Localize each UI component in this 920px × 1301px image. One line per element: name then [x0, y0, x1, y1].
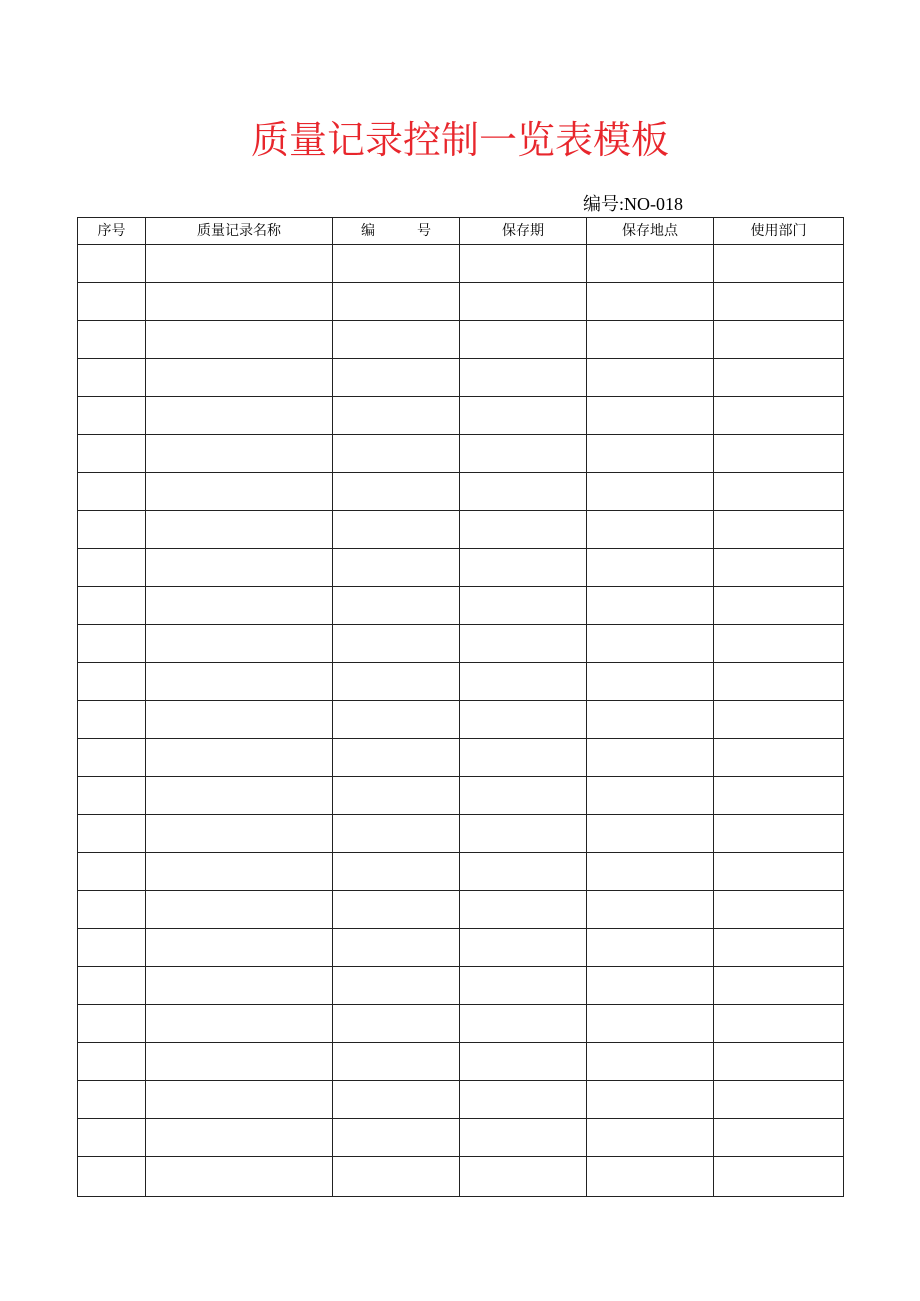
- record-name-cell[interactable]: [146, 283, 333, 321]
- department-cell[interactable]: [714, 359, 844, 397]
- col-header-department: 使用部门: [714, 218, 844, 245]
- department-cell[interactable]: [714, 815, 844, 853]
- record-name-cell[interactable]: [146, 1043, 333, 1081]
- code-cell[interactable]: [333, 1119, 460, 1157]
- serial-cell[interactable]: [78, 663, 146, 701]
- storage-location-cell[interactable]: [587, 1005, 714, 1043]
- record-name-cell[interactable]: [146, 663, 333, 701]
- storage-location-cell[interactable]: [587, 701, 714, 739]
- storage-location-cell[interactable]: [587, 549, 714, 587]
- document-title: 质量记录控制一览表模板: [250, 118, 669, 162]
- storage-location-cell[interactable]: [587, 815, 714, 853]
- serial-cell[interactable]: [78, 1119, 146, 1157]
- storage-location-cell[interactable]: [587, 321, 714, 359]
- code-cell[interactable]: [333, 853, 460, 891]
- retention-period-cell[interactable]: [460, 397, 587, 435]
- storage-location-cell[interactable]: [587, 473, 714, 511]
- serial-cell[interactable]: [78, 549, 146, 587]
- code-cell[interactable]: [333, 891, 460, 929]
- retention-period-cell[interactable]: [460, 777, 587, 815]
- storage-location-cell[interactable]: [587, 1081, 714, 1119]
- record-name-cell[interactable]: [146, 321, 333, 359]
- table-row: [78, 321, 844, 359]
- department-cell[interactable]: [714, 625, 844, 663]
- retention-period-cell[interactable]: [460, 891, 587, 929]
- department-cell[interactable]: [714, 245, 844, 283]
- retention-period-cell[interactable]: [460, 663, 587, 701]
- serial-cell[interactable]: [78, 321, 146, 359]
- serial-cell[interactable]: [78, 967, 146, 1005]
- record-name-cell[interactable]: [146, 739, 333, 777]
- department-cell[interactable]: [714, 701, 844, 739]
- serial-cell[interactable]: [78, 777, 146, 815]
- table-body: [78, 245, 844, 1197]
- table-row: [78, 815, 844, 853]
- col-header-code: 编 号: [333, 218, 460, 245]
- table-row: [78, 397, 844, 435]
- code-cell[interactable]: [333, 625, 460, 663]
- code-cell[interactable]: [333, 359, 460, 397]
- department-cell[interactable]: [714, 283, 844, 321]
- storage-location-cell[interactable]: [587, 359, 714, 397]
- code-cell[interactable]: [333, 511, 460, 549]
- table-row: [78, 511, 844, 549]
- storage-location-cell[interactable]: [587, 1119, 714, 1157]
- record-name-cell[interactable]: [146, 359, 333, 397]
- code-cell[interactable]: [333, 929, 460, 967]
- storage-location-cell[interactable]: [587, 435, 714, 473]
- serial-cell[interactable]: [78, 739, 146, 777]
- retention-period-cell[interactable]: [460, 701, 587, 739]
- table-row: [78, 1043, 844, 1081]
- table-row: [78, 777, 844, 815]
- department-cell[interactable]: [714, 853, 844, 891]
- code-cell[interactable]: [333, 1005, 460, 1043]
- storage-location-cell[interactable]: [587, 853, 714, 891]
- serial-cell[interactable]: [78, 815, 146, 853]
- serial-cell[interactable]: [78, 511, 146, 549]
- code-cell[interactable]: [333, 1081, 460, 1119]
- table-row: [78, 1005, 844, 1043]
- retention-period-cell[interactable]: [460, 511, 587, 549]
- table-row: [78, 1157, 844, 1197]
- serial-cell[interactable]: [78, 1043, 146, 1081]
- department-cell[interactable]: [714, 967, 844, 1005]
- retention-period-cell[interactable]: [460, 1043, 587, 1081]
- storage-location-cell[interactable]: [587, 739, 714, 777]
- storage-location-cell[interactable]: [587, 929, 714, 967]
- department-cell[interactable]: [714, 397, 844, 435]
- table-row: [78, 891, 844, 929]
- storage-location-cell[interactable]: [587, 587, 714, 625]
- retention-period-cell[interactable]: [460, 245, 587, 283]
- record-name-cell[interactable]: [146, 701, 333, 739]
- serial-cell[interactable]: [78, 1157, 146, 1197]
- code-cell[interactable]: [333, 815, 460, 853]
- serial-cell[interactable]: [78, 587, 146, 625]
- department-cell[interactable]: [714, 1005, 844, 1043]
- retention-period-cell[interactable]: [460, 435, 587, 473]
- table-row: [78, 853, 844, 891]
- serial-cell[interactable]: [78, 853, 146, 891]
- retention-period-cell[interactable]: [460, 473, 587, 511]
- department-cell[interactable]: [714, 891, 844, 929]
- department-cell[interactable]: [714, 777, 844, 815]
- serial-cell[interactable]: [78, 701, 146, 739]
- retention-period-cell[interactable]: [460, 587, 587, 625]
- code-cell[interactable]: [333, 587, 460, 625]
- retention-period-cell[interactable]: [460, 1005, 587, 1043]
- storage-location-cell[interactable]: [587, 245, 714, 283]
- col-header-retention-period: 保存期: [460, 218, 587, 245]
- storage-location-cell[interactable]: [587, 625, 714, 663]
- code-cell[interactable]: [333, 473, 460, 511]
- code-cell[interactable]: [333, 245, 460, 283]
- serial-cell[interactable]: [78, 929, 146, 967]
- department-cell[interactable]: [714, 739, 844, 777]
- code-cell[interactable]: [333, 1043, 460, 1081]
- department-cell[interactable]: [714, 1081, 844, 1119]
- table-row: [78, 701, 844, 739]
- department-cell[interactable]: [714, 587, 844, 625]
- record-name-cell[interactable]: [146, 1005, 333, 1043]
- storage-location-cell[interactable]: [587, 1043, 714, 1081]
- table-row: [78, 967, 844, 1005]
- storage-location-cell[interactable]: [587, 663, 714, 701]
- record-name-cell[interactable]: [146, 777, 333, 815]
- serial-cell[interactable]: [78, 625, 146, 663]
- record-name-cell[interactable]: [146, 625, 333, 663]
- record-name-cell[interactable]: [146, 245, 333, 283]
- code-cell[interactable]: [333, 321, 460, 359]
- col-header-serial: 序号: [78, 218, 146, 245]
- serial-cell[interactable]: [78, 891, 146, 929]
- document-number: 编号:NO-018: [583, 194, 683, 214]
- retention-period-cell[interactable]: [460, 853, 587, 891]
- table-row: [78, 663, 844, 701]
- table-row: [78, 1081, 844, 1119]
- code-cell[interactable]: [333, 967, 460, 1005]
- record-name-cell[interactable]: [146, 511, 333, 549]
- code-cell[interactable]: [333, 663, 460, 701]
- quality-record-table: [77, 217, 844, 1197]
- department-cell[interactable]: [714, 1157, 844, 1197]
- storage-location-cell[interactable]: [587, 397, 714, 435]
- table-row: [78, 245, 844, 283]
- table-row: [78, 739, 844, 777]
- serial-cell[interactable]: [78, 359, 146, 397]
- serial-cell[interactable]: [78, 397, 146, 435]
- code-cell[interactable]: [333, 549, 460, 587]
- retention-period-cell[interactable]: [460, 967, 587, 1005]
- department-cell[interactable]: [714, 1119, 844, 1157]
- code-cell[interactable]: [333, 701, 460, 739]
- record-name-cell[interactable]: [146, 1119, 333, 1157]
- record-name-cell[interactable]: [146, 587, 333, 625]
- table-row: [78, 549, 844, 587]
- col-header-storage-location: 保存地点: [587, 218, 714, 245]
- record-name-cell[interactable]: [146, 435, 333, 473]
- department-cell[interactable]: [714, 929, 844, 967]
- record-name-cell[interactable]: [146, 1081, 333, 1119]
- record-name-cell[interactable]: [146, 1157, 333, 1197]
- code-cell[interactable]: [333, 777, 460, 815]
- table-row: [78, 1119, 844, 1157]
- retention-period-cell[interactable]: [460, 321, 587, 359]
- department-cell[interactable]: [714, 549, 844, 587]
- retention-period-cell[interactable]: [460, 359, 587, 397]
- storage-location-cell[interactable]: [587, 283, 714, 321]
- retention-period-cell[interactable]: [460, 815, 587, 853]
- retention-period-cell[interactable]: [460, 283, 587, 321]
- retention-period-cell[interactable]: [460, 1081, 587, 1119]
- table-row: [78, 625, 844, 663]
- record-name-cell[interactable]: [146, 967, 333, 1005]
- serial-cell[interactable]: [78, 473, 146, 511]
- table-row: [78, 929, 844, 967]
- storage-location-cell[interactable]: [587, 511, 714, 549]
- department-cell[interactable]: [714, 435, 844, 473]
- record-name-cell[interactable]: [146, 853, 333, 891]
- table-row: [78, 587, 844, 625]
- serial-cell[interactable]: [78, 283, 146, 321]
- department-cell[interactable]: [714, 473, 844, 511]
- col-header-record-name: 质量记录名称: [146, 218, 333, 245]
- table-row: [78, 359, 844, 397]
- code-cell[interactable]: [333, 397, 460, 435]
- table-row: [78, 435, 844, 473]
- storage-location-cell[interactable]: [587, 891, 714, 929]
- table-row: [78, 283, 844, 321]
- retention-period-cell[interactable]: [460, 1119, 587, 1157]
- retention-period-cell[interactable]: [460, 1157, 587, 1197]
- record-name-cell[interactable]: [146, 473, 333, 511]
- serial-cell[interactable]: [78, 245, 146, 283]
- code-cell[interactable]: [333, 283, 460, 321]
- serial-cell[interactable]: [78, 1081, 146, 1119]
- department-cell[interactable]: [714, 663, 844, 701]
- code-cell[interactable]: [333, 435, 460, 473]
- table-header-row: [78, 218, 844, 245]
- retention-period-cell[interactable]: [460, 929, 587, 967]
- serial-cell[interactable]: [78, 435, 146, 473]
- storage-location-cell[interactable]: [587, 1157, 714, 1197]
- retention-period-cell[interactable]: [460, 739, 587, 777]
- retention-period-cell[interactable]: [460, 549, 587, 587]
- record-name-cell[interactable]: [146, 815, 333, 853]
- storage-location-cell[interactable]: [587, 967, 714, 1005]
- storage-location-cell[interactable]: [587, 777, 714, 815]
- department-cell[interactable]: [714, 321, 844, 359]
- department-cell[interactable]: [714, 511, 844, 549]
- code-cell[interactable]: [333, 739, 460, 777]
- record-name-cell[interactable]: [146, 397, 333, 435]
- retention-period-cell[interactable]: [460, 625, 587, 663]
- record-name-cell[interactable]: [146, 891, 333, 929]
- record-name-cell[interactable]: [146, 929, 333, 967]
- record-name-cell[interactable]: [146, 549, 333, 587]
- department-cell[interactable]: [714, 1043, 844, 1081]
- table-row: [78, 473, 844, 511]
- code-cell[interactable]: [333, 1157, 460, 1197]
- serial-cell[interactable]: [78, 1005, 146, 1043]
